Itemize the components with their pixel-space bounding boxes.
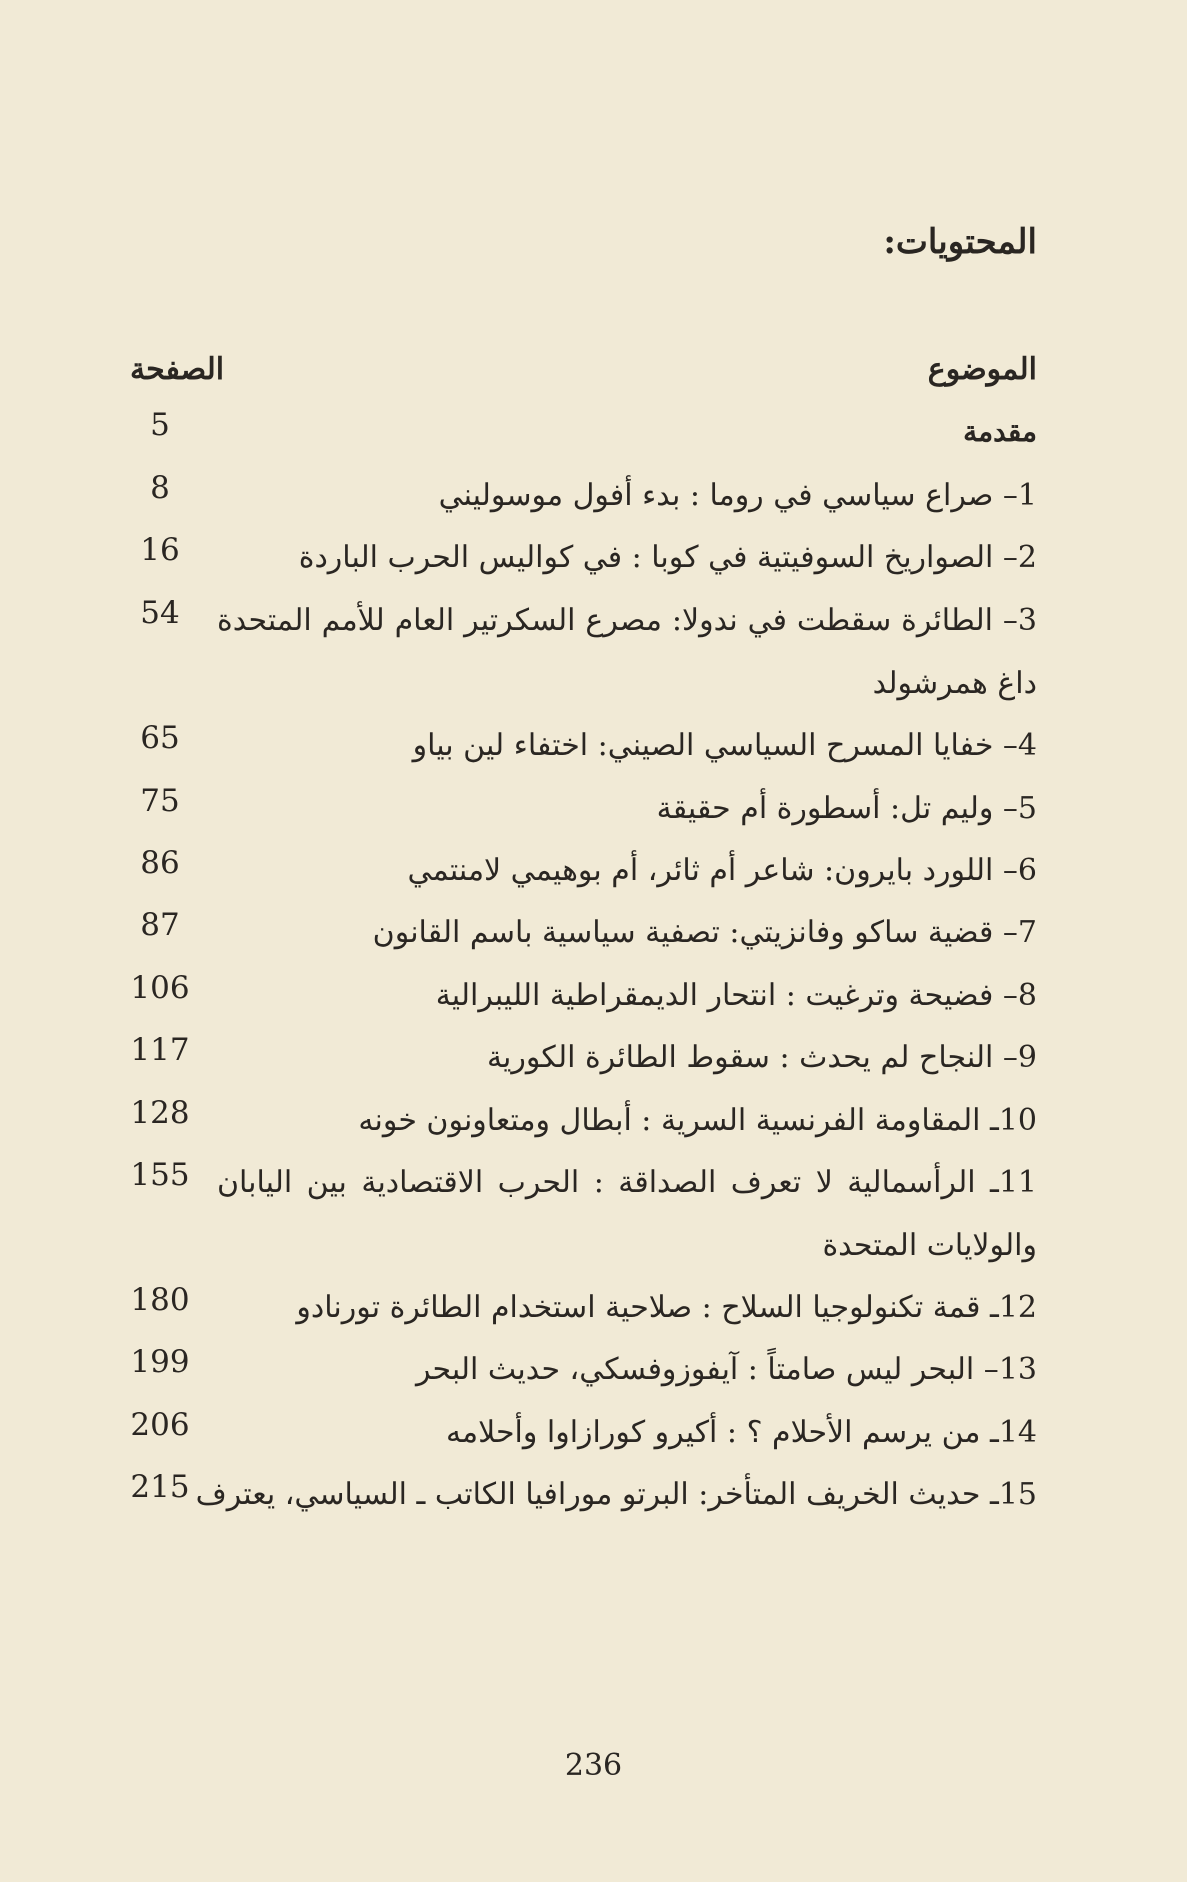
toc-entry-page: 180 bbox=[130, 1282, 190, 1318]
toc-entry-title: 12ـ قمة تكنولوجيا السلاح : صلاحية استخدام الطائرة تورنادو bbox=[296, 1290, 1037, 1325]
toc-entry-title: 1– صراع سياسي في روما : بدء أفول موسوليني bbox=[438, 478, 1037, 513]
toc-entry bbox=[0, 1344, 1187, 1402]
toc-entry bbox=[0, 1157, 1187, 1215]
toc-entry-title: 13– البحر ليس صامتاً : آيفوزوفسكي، حديث البحر bbox=[415, 1352, 1037, 1387]
toc-entry-title: 8– فضيحة وترغيت : انتحار الديمقراطية الليبرالية bbox=[435, 978, 1037, 1013]
toc-entry-title: 10ـ المقاومة الفرنسية السرية : أبطال ومتعاونون خونه bbox=[358, 1103, 1037, 1138]
toc-entry-title: 4– خفايا المسرح السياسي الصيني: اختفاء لين بياو bbox=[412, 728, 1037, 763]
toc-entry bbox=[0, 783, 1187, 841]
page-number: 236 bbox=[564, 1748, 623, 1783]
toc-entry bbox=[0, 595, 1187, 653]
toc-entry bbox=[0, 1228, 1187, 1278]
toc-entry-title: 14ـ من يرسم الأحلام ؟ : أكيرو كورازاوا وأحلامه bbox=[445, 1415, 1037, 1450]
toc-entry-page: 117 bbox=[130, 1032, 190, 1068]
toc-entry-page: 155 bbox=[130, 1157, 190, 1193]
toc-entry bbox=[0, 1032, 1187, 1090]
toc-entry-title: 15ـ حديث الخريف المتأخر: البرتو مورافيا الكاتب ـ السياسي، يعترف bbox=[195, 1477, 1037, 1512]
toc-entry-title: 11ـ الرأسمالية لا تعرف الصداقة : الحرب الاقتصادية بين اليابان bbox=[217, 1165, 1037, 1200]
toc-entry-page: 5 bbox=[150, 407, 170, 443]
toc-entry-page: 65 bbox=[140, 720, 180, 756]
toc-entry bbox=[0, 407, 1187, 465]
toc-entry-page: 87 bbox=[140, 907, 180, 943]
toc-entry bbox=[0, 1407, 1187, 1465]
toc-entry-title: 6– اللورد بايرون: شاعر أم ثائر، أم بوهيمي لامنتمي bbox=[407, 853, 1037, 888]
toc-entry-title: مقدمة bbox=[963, 415, 1037, 448]
toc-entry-title: 5– وليم تل: أسطورة أم حقيقة bbox=[656, 791, 1037, 826]
toc-entry-page: 16 bbox=[140, 532, 180, 568]
toc-entry-title: 7– قضية ساكو وفانزيتي: تصفية سياسية باسم القانون bbox=[372, 915, 1037, 950]
toc-entry-title: 2– الصواريخ السوفيتية في كوبا : في كواليس الحرب الباردة bbox=[298, 540, 1037, 575]
toc-entry-page: 106 bbox=[130, 970, 190, 1006]
toc-entry bbox=[0, 470, 1187, 528]
toc-entry-title: 9– النجاح لم يحدث : سقوط الطائرة الكورية bbox=[486, 1040, 1037, 1075]
toc-entry bbox=[0, 720, 1187, 778]
page-column-header: الصفحة bbox=[130, 352, 225, 387]
toc-entry-title: داغ همرشولد bbox=[872, 666, 1037, 701]
topic-column-header: الموضوع bbox=[927, 352, 1037, 387]
toc-entry bbox=[0, 1469, 1187, 1527]
toc-entry bbox=[0, 970, 1187, 1028]
toc-entry-page: 206 bbox=[130, 1407, 190, 1443]
toc-entry bbox=[0, 1282, 1187, 1340]
toc-entry bbox=[0, 532, 1187, 590]
toc-entry-page: 199 bbox=[130, 1344, 190, 1380]
toc-entry-page: 75 bbox=[140, 783, 180, 819]
toc-entry-title: والولايات المتحدة bbox=[822, 1228, 1037, 1263]
toc-entry bbox=[0, 907, 1187, 965]
toc-entry bbox=[0, 666, 1187, 716]
toc-entry-title: 3– الطائرة سقطت في ندولا: مصرع السكرتير العام للأمم المتحدة bbox=[217, 603, 1037, 638]
toc-entry-page: 215 bbox=[130, 1469, 190, 1505]
toc-entry bbox=[0, 1095, 1187, 1153]
page-title: المحتويات: bbox=[883, 222, 1037, 262]
toc-entry bbox=[0, 845, 1187, 903]
toc-entry-page: 8 bbox=[150, 470, 170, 506]
toc-entry-page: 128 bbox=[130, 1095, 190, 1131]
toc-entry-page: 54 bbox=[140, 595, 180, 631]
toc-entry-page: 86 bbox=[140, 845, 180, 881]
